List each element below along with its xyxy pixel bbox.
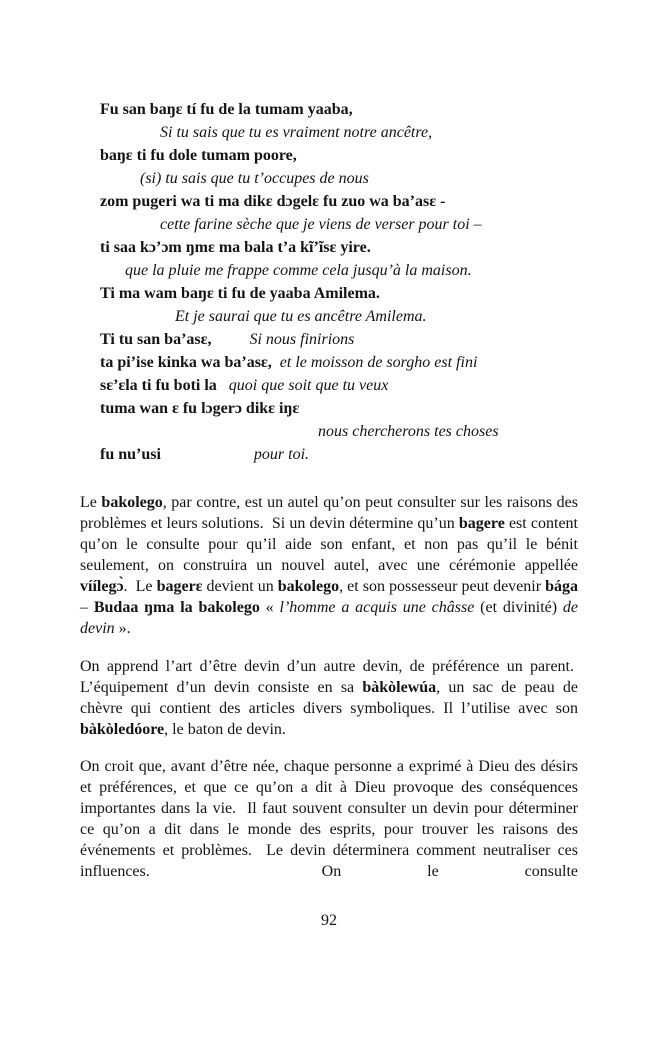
verse-line: [80, 144, 578, 167]
vernacular-term: bàkòlewúa: [362, 679, 437, 696]
body-text: Le: [80, 494, 102, 511]
verse-french-text: nous chercherons tes choses: [318, 423, 499, 440]
vernacular-term: bagere: [458, 515, 505, 532]
verse-native-text: Ti ma wam baŋɛ ti fu de yaaba Amilema.: [100, 285, 380, 302]
verse-french-text: cette farine sèche que je viens de verser pour toi –: [160, 216, 482, 233]
verse-line: [80, 121, 578, 144]
verse-french-text: pour toi.: [253, 446, 310, 463]
verse-line: [80, 443, 578, 466]
body-text: , et son possesseur peut devenir: [339, 578, 546, 595]
verse-native-text: baŋɛ ti fu dole tumam poore,: [100, 147, 297, 164]
vernacular-term: Budaa ŋma la bakolego: [93, 599, 260, 616]
body-text: ».: [114, 620, 131, 637]
verse-line: [80, 213, 578, 236]
verse-line: [80, 167, 578, 190]
verse-line: [80, 305, 578, 328]
vernacular-term: bakolego: [101, 494, 163, 511]
verse-native-text: fu nu’usi: [100, 446, 161, 463]
verse-native-text: Fu san baŋɛ tí fu de la tumam yaaba,: [100, 101, 353, 118]
verse-block: [80, 98, 578, 466]
vernacular-term: bága: [545, 578, 578, 595]
verse-native-text: tuma wan ɛ fu lɔgerɔ dikɛ iŋɛ: [100, 400, 300, 417]
verse-native-text: ta pi’ise kinka wa ba’asɛ,: [100, 354, 272, 371]
body-text: est content qu’on le consulte pour qu’il aide son enfant, et non pas qu’il le bénit seulement, on construira un nouvel autel, avec une cérémonie appellée: [80, 515, 578, 574]
verse-line: [80, 98, 578, 121]
italic-gloss: de devin: [80, 599, 579, 637]
body-text: , le baton de devin.: [164, 721, 286, 738]
verse-french-text: que la pluie me frappe comme cela jusqu’à la maison.: [125, 262, 472, 279]
vernacular-term: bakolego: [277, 578, 340, 595]
verse-native-text: sɛ’ɛla ti fu boti la: [100, 377, 217, 394]
body-text: On croit que, avant d’être née, chaque personne a exprimé à Dieu des désirs et préférences, et que ce qu’on a dit à Dieu provoque des conséquences importantes dans la vie. Il faut souvent consulter un devin pour déterminer ce qu’on a dit dans le monde des esprits, pour trouver les raisons des événements et problèmes. Le devin déterminera comment neutraliser ces influences. On le consulte: [80, 758, 578, 880]
verse-line: [80, 374, 578, 397]
verse-line: [80, 351, 578, 374]
verse-line: [80, 259, 578, 282]
verse-native-text: ti saa kɔ’ɔm ŋmɛ ma bala t’a kĩ’ĩsɛ yire.: [100, 239, 371, 256]
paragraph-croyance: [80, 756, 578, 882]
verse-french-text: quoi que soit que tu veux: [228, 377, 389, 394]
vernacular-term: víílegɔ̀: [80, 578, 124, 595]
verse-line: [80, 190, 578, 213]
verse-french-text: (si) tu sais que tu t’occupes de nous: [140, 170, 369, 187]
paragraph-bakolego: [80, 492, 578, 639]
body-text: devient un: [202, 578, 278, 595]
verse-native-text: zom pugeri wa ti ma dikɛ dɔgelɛ fu zuo wa ba’asɛ -: [100, 193, 446, 210]
verse-line: [80, 236, 578, 259]
body-text: On apprend l’art d’être devin d’un autre devin, de préférence un parent. L’équipement d’un devin consiste en sa: [80, 658, 578, 696]
verse-line: [80, 420, 578, 443]
vernacular-term: bàkòledóore: [80, 721, 165, 738]
paragraph-apprentissage: [80, 656, 578, 740]
verse-french-text: Si nous finirions: [249, 331, 355, 348]
verse-line: [80, 282, 578, 305]
verse-french-text: Si tu sais que tu es vraiment notre ancêtre,: [160, 124, 433, 141]
verse-line: [80, 328, 578, 351]
vernacular-term: bagerɛ: [156, 578, 203, 595]
body-text: , un sac de peau de chèvre qui contient des articles divers symboliques. Il l’utilise avec son: [80, 679, 578, 717]
body-text: . Le: [123, 578, 157, 595]
italic-gloss: l’homme a acquis une châsse: [279, 599, 475, 616]
verse-french-text: et le moisson de sorgho est fini: [279, 354, 478, 371]
body-text: –: [80, 599, 94, 616]
verse-line: [80, 397, 578, 420]
verse-native-text: Ti tu san ba’asɛ,: [100, 331, 212, 348]
body-text: (et divinité): [474, 599, 563, 616]
body-text: , par contre, est un autel qu’on peut consulter sur les raisons des problèmes et leurs solutions. Si un devin détermine qu’un: [80, 494, 579, 532]
body-text: «: [259, 599, 280, 616]
verse-french-text: Et je saurai que tu es ancêtre Amilema.: [175, 308, 427, 325]
page-number: 92: [321, 912, 337, 929]
